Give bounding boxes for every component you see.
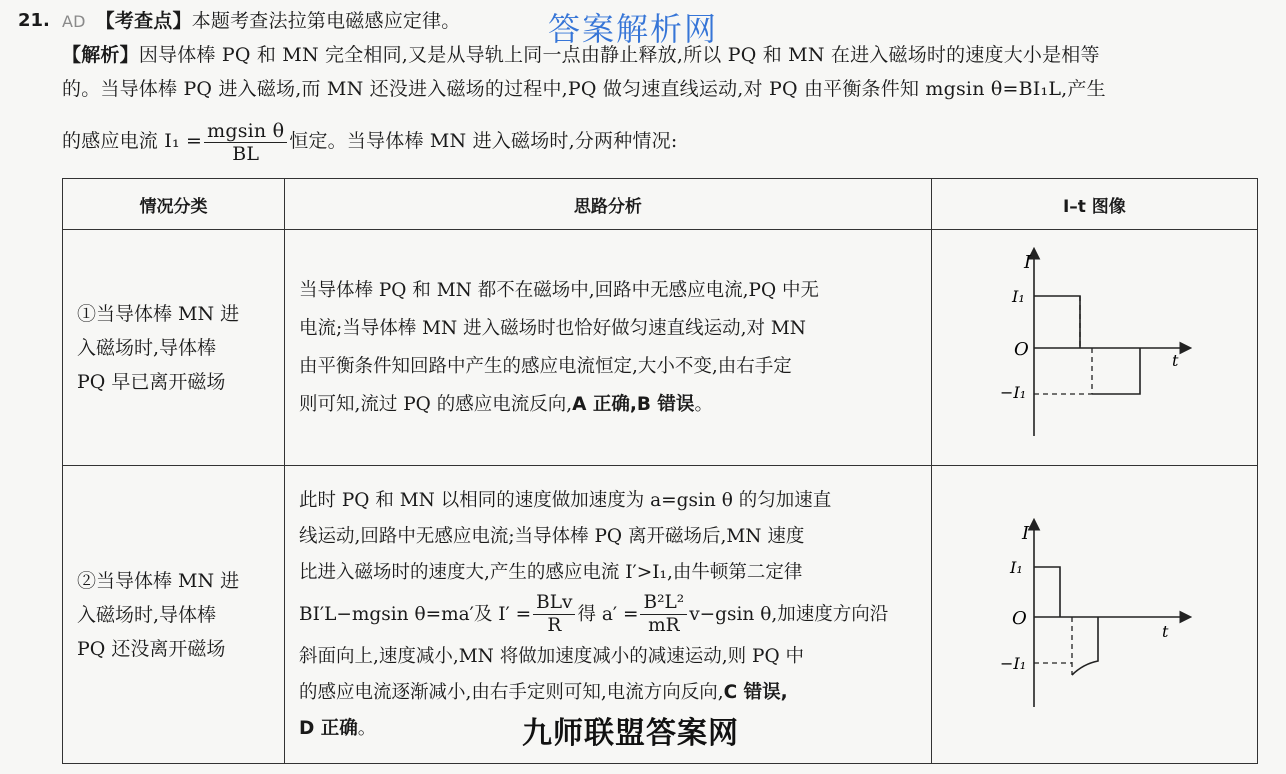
analysis-text: 的感应电流逐渐减小,由右手定则可知,电流方向反向,	[298, 681, 724, 703]
jiexi-label: 【解析】	[62, 44, 139, 66]
question-header-line	[62, 8, 461, 35]
pos-i1-label: I₁	[1012, 287, 1026, 306]
current-formula-prefix: 的感应电流 I₁ =	[62, 130, 203, 152]
analysis-paragraph-line-2: 的。当导体棒 PQ 进入磁场,而 MN 还没进入磁场的过程中,PQ 做匀速直线运动,对 PQ 由平衡条件知 mgsin θ=BI₁L,产生	[62, 78, 1106, 100]
neg-i1-label: −I₁	[1000, 383, 1027, 402]
header-case: 情况分类	[63, 179, 285, 230]
header-analysis: 思路分析	[284, 179, 931, 230]
analysis-line: 此时 PQ 和 MN 以相同的速度做加速度为 a=gsin θ 的匀加速直	[298, 489, 832, 511]
fraction-numerator: mgsin θ	[204, 120, 287, 143]
current-formula-suffix: 恒定。当导体棒 MN 进入磁场时,分两种情况:	[289, 130, 678, 152]
analysis-line: 线运动,回路中无感应电流;当导体棒 PQ 离开磁场后,MN 速度	[298, 525, 805, 547]
analysis-line: 当导体棒 PQ 和 MN 都不在磁场中,回路中无感应电流,PQ 中无	[298, 279, 819, 301]
analysis-paragraph-line-3	[62, 116, 677, 166]
pos-i1-label: I₁	[1010, 558, 1024, 577]
case-cell-2	[63, 466, 285, 764]
decaying-negative-current	[1072, 617, 1098, 675]
period: 。	[694, 393, 713, 415]
watermark-bottom: 九师联盟答案网	[522, 716, 739, 751]
current-fraction-2	[533, 592, 575, 637]
case-cell-1	[63, 230, 285, 466]
analysis-line: 比进入磁场时的速度大,产生的感应电流 I′>I₁,由牛顿第二定律	[298, 561, 803, 583]
acceleration-fraction	[640, 592, 687, 637]
y-axis-label: I	[1022, 523, 1030, 544]
x-axis-label: t	[1172, 351, 1179, 370]
analysis-text-1: 因导体棒 PQ 和 MN 完全相同,又是从导轨上同一点由静止释放,所以 PQ 和 MN 在进入磁场时的速度大小是相等	[138, 44, 1100, 66]
conclusion-bold: A 正确,B 错误	[572, 393, 695, 415]
question-number: 21.	[18, 10, 50, 31]
fraction-denominator: R	[547, 615, 562, 636]
case-line: PQ 还没离开磁场	[77, 637, 226, 660]
kaochadian-label: 【考查点】	[95, 10, 192, 32]
formula-connector: 得 a′ =	[577, 603, 639, 625]
case-line: 入磁场时,导体棒	[77, 336, 217, 359]
formula-tail: v−gsin θ,加速度方向沿	[689, 603, 889, 625]
current-fraction	[204, 120, 287, 165]
positive-current-pulse	[1034, 296, 1080, 348]
analysis-line	[299, 386, 919, 424]
conclusion-bold-c: C 错误,	[723, 681, 788, 703]
answer-key: AD	[62, 12, 86, 31]
case-line: PQ 早已离开磁场	[77, 370, 226, 393]
period: 。	[357, 717, 377, 739]
x-axis-label: t	[1162, 622, 1169, 641]
header-graph: I–t 图像	[931, 179, 1257, 230]
fraction-denominator: mR	[648, 615, 680, 636]
negative-current-pulse	[1092, 348, 1140, 394]
fraction-denominator: BL	[232, 142, 260, 165]
analysis-line	[299, 675, 919, 711]
table-row	[63, 230, 1258, 466]
graph-cell-1	[931, 230, 1257, 466]
origin-label: O	[1012, 608, 1028, 629]
analysis-cell-1	[284, 230, 931, 466]
case-line: 入磁场时,导体棒	[77, 603, 217, 626]
neg-i1-label: −I₁	[1000, 654, 1027, 673]
analysis-line: 电流;当导体棒 MN 进入磁场时也恰好做匀速直线运动,对 MN	[298, 317, 806, 339]
watermark-top: 答案解析网	[548, 10, 719, 48]
positive-current-pulse	[1034, 567, 1060, 617]
case-analysis-table	[62, 178, 1258, 764]
conclusion-bold-d: D 正确	[298, 717, 358, 739]
case-line: ①当导体棒 MN 进	[77, 302, 240, 325]
kaochadian-text: 本题考查法拉第电磁感应定律。	[191, 10, 461, 32]
fraction-numerator: B²L²	[640, 592, 687, 615]
i-t-graph-2	[994, 507, 1194, 717]
analysis-line: 斜面向上,速度减小,MN 将做加速度减小的减速运动,则 PQ 中	[298, 645, 804, 667]
graph-cell-2	[931, 466, 1257, 764]
analysis-formula-line	[299, 591, 919, 639]
analysis-paragraph-line-1	[62, 42, 1100, 68]
origin-label: O	[1014, 339, 1030, 360]
table-header-row	[63, 179, 1258, 230]
fraction-numerator: BLv	[533, 592, 575, 615]
i-t-graph-1	[994, 240, 1194, 450]
newton-equation: BI′L−mgsin θ=ma′及 I′ =	[298, 603, 532, 625]
y-axis-label: I	[1024, 252, 1032, 273]
analysis-line: 由平衡条件知回路中产生的感应电流恒定,大小不变,由右手定	[298, 355, 792, 377]
case-line: ②当导体棒 MN 进	[77, 569, 240, 592]
analysis-text: 则可知,流过 PQ 的感应电流反向,	[298, 393, 573, 415]
